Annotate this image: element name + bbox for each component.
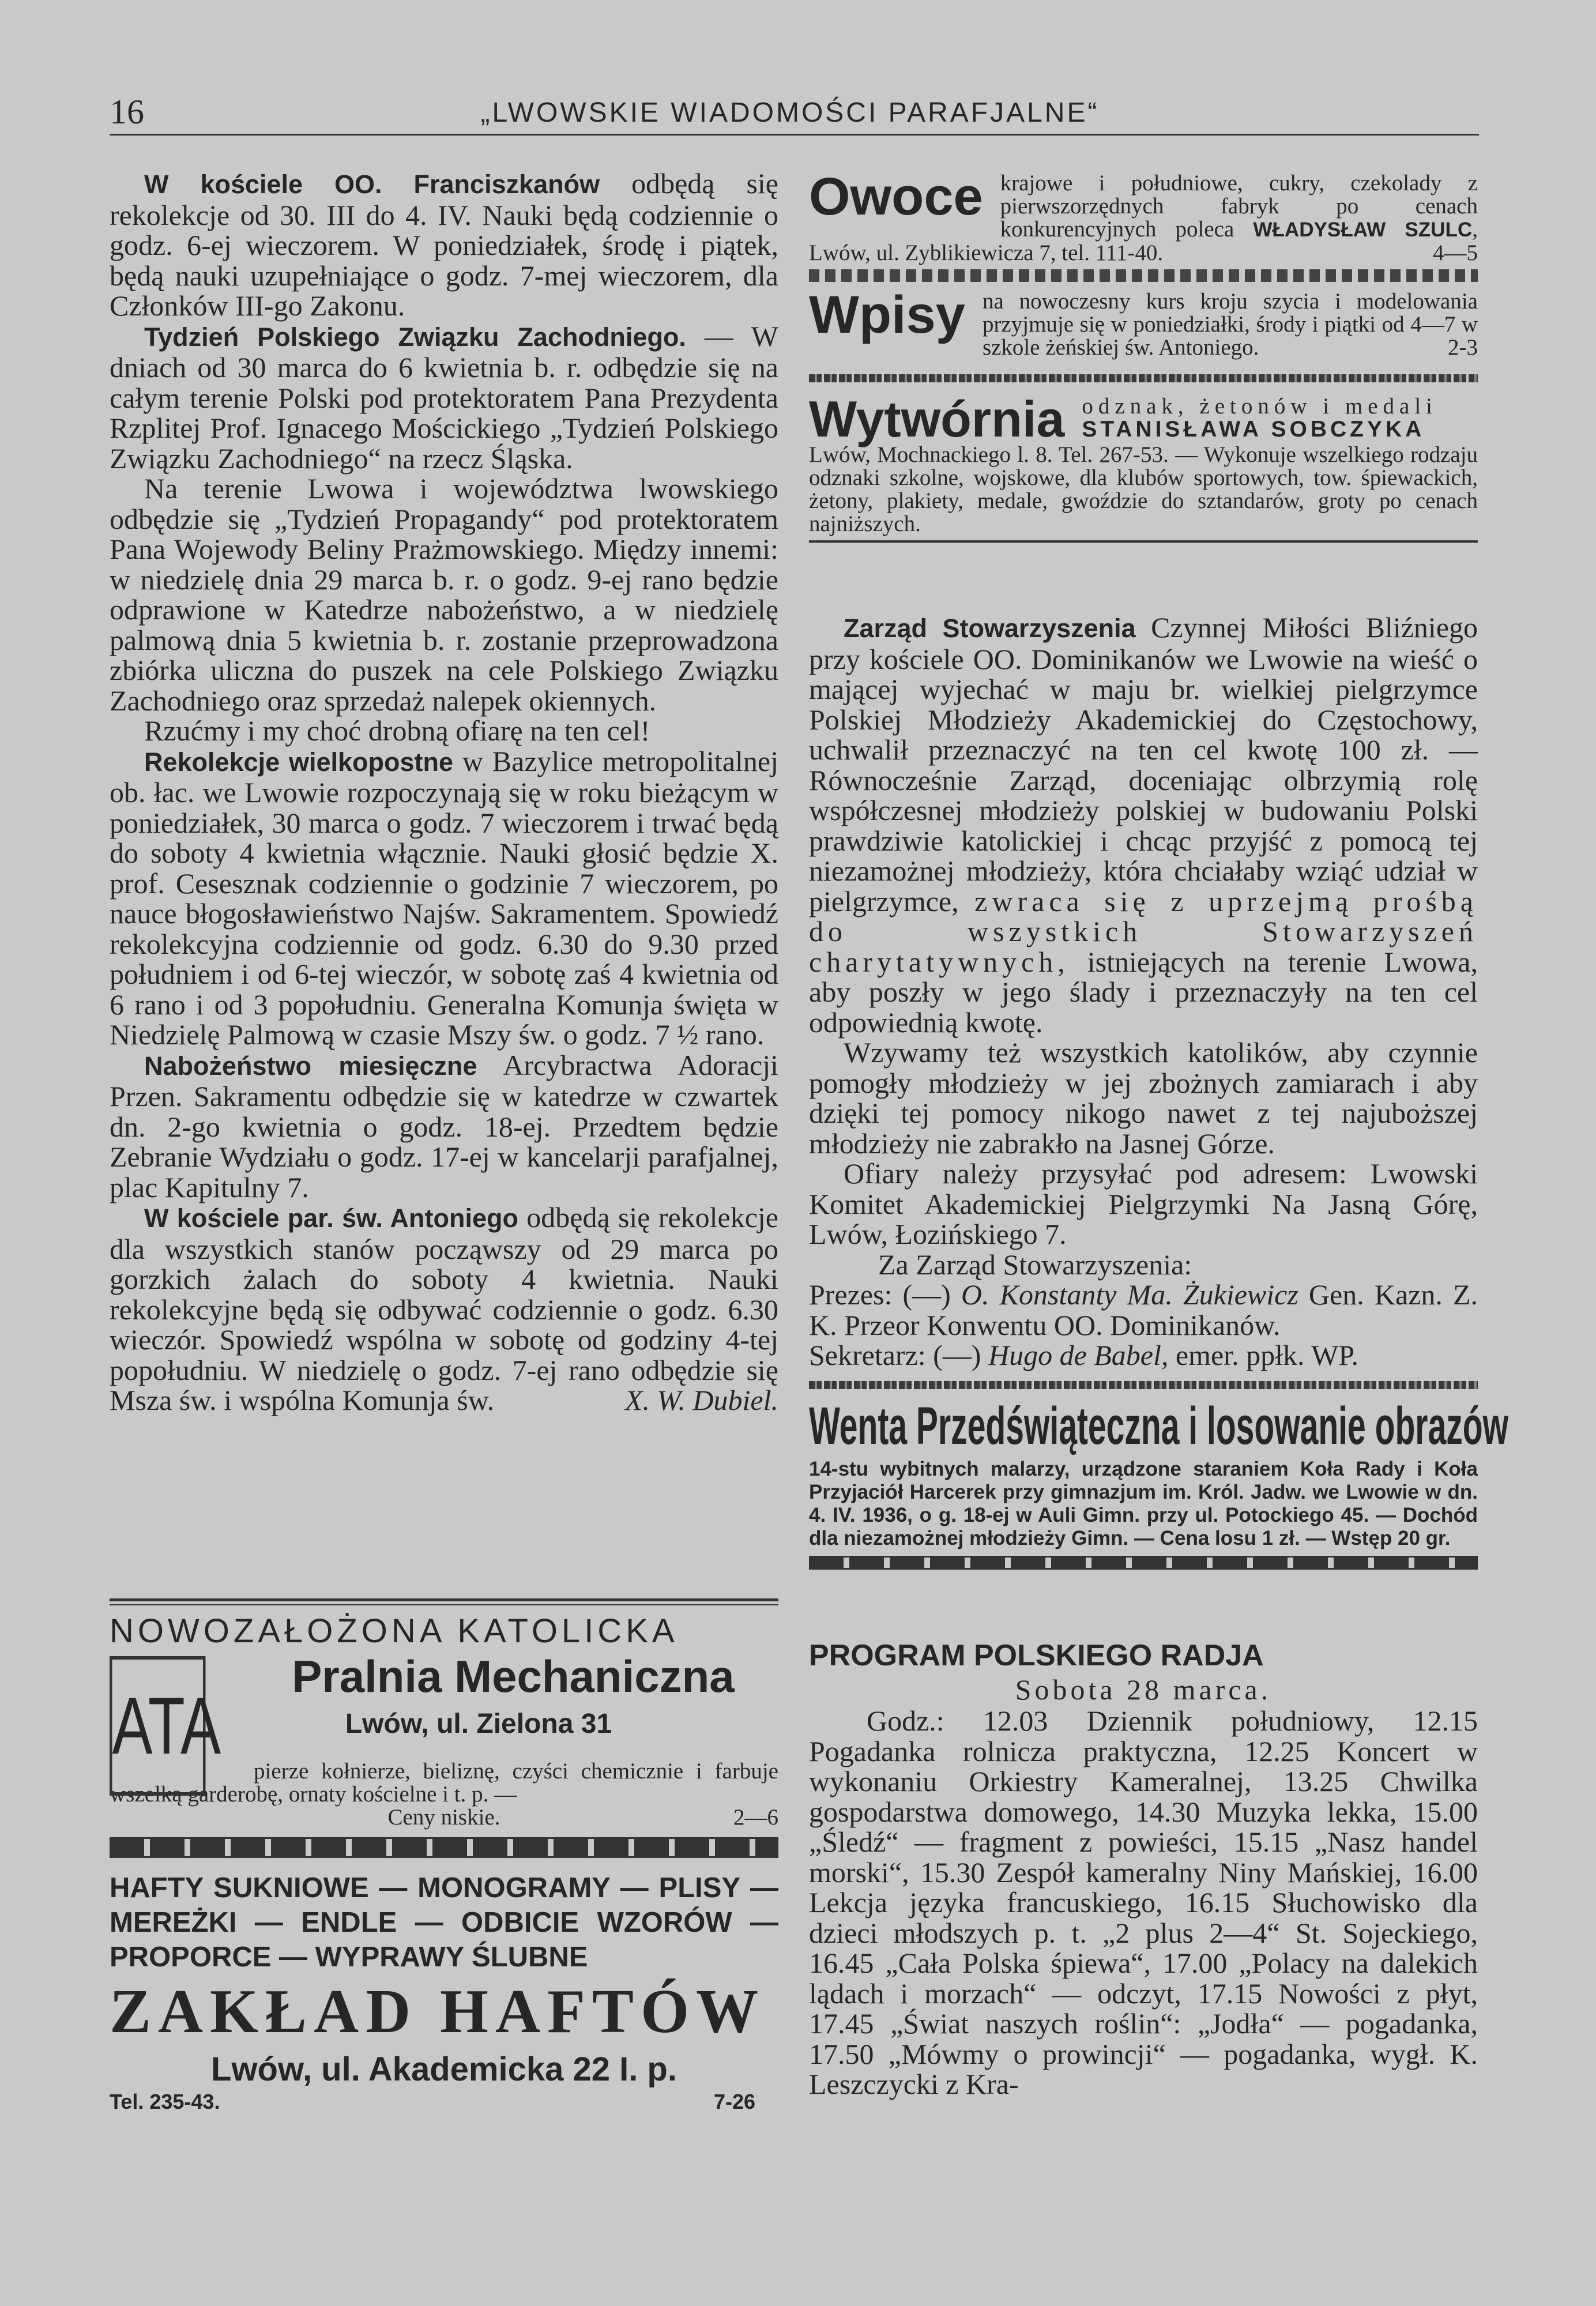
article-lead: W kościele OO. Franciszkanów: [144, 170, 600, 199]
article-lead: Rekolekcje wielkopostne: [144, 747, 454, 777]
article-propaganda: Na terenie Lwowa i województwa lwowskiego odbędzie się „Tydzień Propagandy“ pod protektoratem Pana Wojewody Beliny Prażmowskiego. Między innemi: w niedzielę dnia 29 marca b. r. o godz. 9-ej rano będzie odprawione w Katedrze nabożeństwo, a w niedzielę palmową dnia 5 kwietnia b. r. zostanie przeprowadzona zbiórka uliczna do puszek na cele Polskiego Związku Zachodniego oraz sprzedaż nalepek okiennych.: [110, 472, 778, 717]
ad-merchant: WŁADYSŁAW SZULC: [1253, 219, 1473, 241]
label: Prezes: (—): [809, 1278, 961, 1311]
article-text: Czynnej Miłości Bliźniego przy kościele OO. Dominikanów we Lwowie na wieść o mającej wyjechać w maju br. wielkiej pielgrzymce Polskiej Młodzieży Akademickiej do Częstochowy, uchwalił przeznaczyć na ten cel kwotę 100 zł. — Równocześnie Zarząd, doceniając olbrzymią rolę współczesnej młodzieży polskiej w budowaniu Polski prawdziwie katolickiej i chcąc przyjść z pomocą tej niezamożnej młodzieży, która chciałaby wziąć udział w pielgrzymce,: [809, 611, 1478, 917]
ad-code: 7-26: [713, 2090, 755, 2113]
header-rule: [110, 134, 1479, 136]
ornamental-divider: [809, 1381, 1478, 1389]
ad-wenta: [809, 1394, 1508, 1570]
article-text: Arcybractwa Adoracji Przen. Sakramentu odbędzie się w katedrze w czwartek dn. 2-go kwietnia o godz. 18-ej. Przedtem będzie Zebranie Wydziału o godz. 17-ej w kancelarji parafjalnej, plac Kapitulny 7.: [110, 1048, 778, 1203]
ad-code: 4—5: [1433, 240, 1478, 265]
article-emphasis: zwraca się z uprzejmą prośbą do wszystkich Stowarzyszeń charytatywnych,: [809, 885, 1478, 978]
ad-hafty-name: ZAKŁAD HAFTÓW: [110, 1977, 766, 2046]
ad-code: 2—6: [733, 1805, 778, 1830]
wenta-title: Wenta Przedświąteczna i losowanie obrazów: [809, 1397, 1508, 1455]
text: Gen. Kazn. Z. K. Przeor Konwentu OO. Dominikanów.: [809, 1278, 1478, 1341]
ad-title: Owoce: [809, 167, 983, 226]
page-number: 16: [110, 93, 144, 131]
ornamental-divider: [809, 269, 1478, 282]
section-rule: [110, 1604, 778, 1605]
article-rekolekcje: [110, 746, 778, 1050]
left-column: [110, 168, 778, 1416]
ornamental-divider: [110, 1837, 778, 1858]
ornamental-divider: [809, 374, 1478, 382]
right-column: [809, 612, 1478, 1371]
ad-owoce: [809, 167, 1478, 265]
ad-text: , Lwów, ul. Zyblikiewicza 7, tel. 111-40.: [809, 217, 1478, 265]
ad-hafty-text: HAFTY SUKNIOWE — MONOGRAMY — PLISY — MEREŻKI — ENDLE — ODBICIE WZORÓW — PROPORCE — WYPRAWY ŚLUBNE: [110, 1872, 778, 1973]
ad-line: odznak, żetonów i medali: [1082, 394, 1438, 419]
ornamental-divider: [809, 1556, 1478, 1570]
secretary-name: Hugo de Babel,: [988, 1339, 1169, 1371]
ad-title: Wpisy: [809, 285, 965, 344]
president-name: O. Konstanty Ma. Żukiewicz: [961, 1278, 1298, 1311]
ad-pralnia: [110, 1612, 778, 2114]
radio-title: PROGRAM POLSKIEGO RADJA: [809, 1639, 1264, 1672]
article-antoni: [110, 1202, 778, 1416]
label: Sekretarz: (—): [809, 1339, 988, 1371]
ad-title: Wytwórnia: [809, 390, 1065, 447]
radio-schedule: Godz.: 12.03 Dziennik południowy, 12.15 Pogadanka rolnicza praktyczna, 12.25 Koncert w wykonaniu Orkiestry Kameralnej, 13.25 Chwilka gospodarstwa domowego, 14.30 Muzyka lekka, 15.00 „Śledź“ — fragment z powieści, 15.15 „Nasz handel morski“, 15.30 Zespół kameralny Niny Mańskiej, 16.00 Lekcja języka francuskiego, 16.15 Słuchowisko dla dzieci młodszych p. t. „2 plus 2—4“ St. Sojeckiego, 16.45 „Cała Polska śpiewa“, 17.00 „Polacy na dalekich lądach i morzach“ — odczyt, 17.15 Nowości z płyt, 17.45 „Świat naszych roślin“: „Jodła“ — pogadanka, 17.50 „Mówmy o prowincji“ — pogadanka, wygł. K. Leszczycki z Kra-: [809, 1705, 1478, 2100]
article-lead: Nabożeństwo miesięczne: [144, 1051, 477, 1081]
ad-wytwornia: [809, 390, 1478, 536]
ad-wpisy: [809, 285, 1478, 360]
article-text: w Bazylice metropolitalnej ob. łac. we Lwowie rozpoczynają się w roku bieżącym w poniedziałek, 30 marca o godz. 7 wieczorem i trwać będą do soboty 4 kwietnia włącznie. Nauki głosić będzie X. prof. Cesesznak codziennie o godzinie 7 wieczorem, po nauce błogosławieństwo Najśw. Sakramentem. Spowiedź rekolekcyjna codziennie od godz. 6.30 do 9.30 przed południem i od 6-tej wieczór, w sobotę zaś 4 kwietnia od 6 rano i od 3 popołudniu. Generalna Komunja święta w Niedzielę Palmową w czasie Mszy św. o godz. 7 ½ rano.: [110, 744, 778, 1051]
article-paragraph: Ofiary należy przysyłać pod adresem: Lwowski Komitet Akademickiej Pielgrzymki Na Jasną Górę, Lwów, Łozińskiego 7.: [809, 1157, 1478, 1250]
article-franciszkanie: [110, 168, 778, 321]
article-tydzien: [110, 321, 778, 474]
ad-address: Lwów, ul. Zielona 31: [345, 1709, 612, 1739]
right-ads: [809, 167, 1478, 543]
section-rule: [809, 540, 1478, 543]
article-lead: Tydzień Polskiego Związku Zachodniego.: [144, 322, 686, 352]
article-lead: W kościele par. św. Antoniego: [144, 1203, 518, 1233]
for-board: Za Zarząd Stowarzyszenia:: [878, 1248, 1192, 1281]
article-paragraph: Wzywamy też wszystkich katolików, aby czynnie pomogły młodzieży w jej zbożnych zamiarach i aby dzięki tej pomocy nikogo nawet z tej najuboższej młodzieży nie zabrakło na Jasnej Górze.: [809, 1036, 1478, 1160]
president-line: [809, 1280, 1478, 1340]
ad-prices: Ceny niskie.: [387, 1805, 500, 1830]
article-nabozenstwo: [110, 1050, 778, 1203]
signature: X. W. Dubiel.: [624, 1384, 778, 1416]
ad-text: krajowe i południowe, cukry, czekolady z pierwszorzędnych fabryk po cenach konkurencyjnych poleca: [1000, 171, 1478, 242]
ad-code: 2-3: [1448, 335, 1478, 360]
radio-program: [809, 1638, 1478, 2100]
article-text: — W dniach od 30 marca do 6 kwietnia b. r. odbędzie się na całym terenie Polski pod protektoratem Pana Prezydenta Rzplitej Prof. Ignacego Mościckiego „Tydzień Polskiego Związku Zachodniego“ na rzecz Śląska.: [110, 319, 778, 475]
article-text: istniejących na terenie Lwowa, aby poszły w jego ślady i przeznaczyły na ten cel odpowiednią kwotę.: [809, 945, 1478, 1039]
ad-owner: STANISŁAWA SOBCZYKA: [1082, 417, 1425, 442]
wenta-text: 14-stu wybitnych malarzy, urządzone staraniem Koła Rady i Koła Przyjaciół Harcerek przy gimnazjum im. Król. Jadw. we Lwowie w dn. 4. IV. 1936, o g. 18-ej w Auli Gimn. przy ul. Potockiego 45. — Dochód dla niezamożnej młodzieży Gimn. — Cena losu 1 zł. — Wstęp 20 gr.: [809, 1458, 1478, 1549]
text: emer. ppłk. WP.: [1168, 1339, 1359, 1371]
ata-logo: ATA: [110, 1656, 206, 1796]
page-title: „LWOWSKIE WIADOMOŚCI PARAFJALNE“: [480, 97, 1100, 128]
ad-hafty-tel: Tel. 235-43.: [110, 2090, 220, 2113]
ad-text: na nowoczesny kurs kroju szycia i modelowania przyjmuje się w poniedziałki, środy i piątki od 4—7 w szkole żeńskiej św. Antoniego.: [982, 289, 1478, 360]
secretary-line: [809, 1340, 1478, 1371]
ad-text: Lwów, Mochnackiego l. 8. Tel. 267-53. — Wykonuje wszelkiego rodzaju odznaki szkolne, wojskowe, dla klubów sportowych, tow. śpiewackich, żetony, plakiety, medale, gwoździe do sztandarów, groty po cenach najniższych.: [809, 442, 1478, 536]
ad-business-name: Pralnia Mechaniczna: [292, 1651, 735, 1702]
radio-date: Sobota 28 marca.: [1015, 1673, 1272, 1706]
ad-text: pierze kołnierze, bieliznę, czyści chemicznie i farbuje wszelką garderobę, ornaty kościelne i t. p. —: [110, 1759, 778, 1807]
ad-hafty-address: Lwów, ul. Akademicka 22 I. p.: [211, 2051, 677, 2088]
article-zarzad: [809, 612, 1478, 1037]
article-lead: Zarząd Stowarzyszenia: [844, 614, 1136, 643]
article-text: odbędą się rekolekcje od 30. III do 4. IV. Nauki będą codziennie o godz. 6-ej wieczorem. W poniedziałek, środę i piątek, będą nauki uzupełniające o godz. 7-mej wieczorem, dla Członków III-go Zakonu.: [110, 167, 778, 322]
section-rule: [110, 1598, 778, 1601]
article-text: odbędą się rekolekcje dla wszystkich stanów począwszy od 29 marca po gorzkich żalach do soboty 4 kwietnia. Nauki rekolekcyjne będą się odbywać codziennie o godz. 6.30 wieczór. Spowiedź wspólna w sobotę od godziny 4-tej popołudniu. W niedzielę o godz. 7-ej rano odbędzie się Msza św. i wspólna Komunja św.: [110, 1201, 778, 1416]
ad-heading: NOWOZAŁOŻONA KATOLICKA: [110, 1612, 679, 1650]
article-appeal: Rzućmy i my choć drobną ofiarę na ten cel!: [144, 714, 650, 747]
